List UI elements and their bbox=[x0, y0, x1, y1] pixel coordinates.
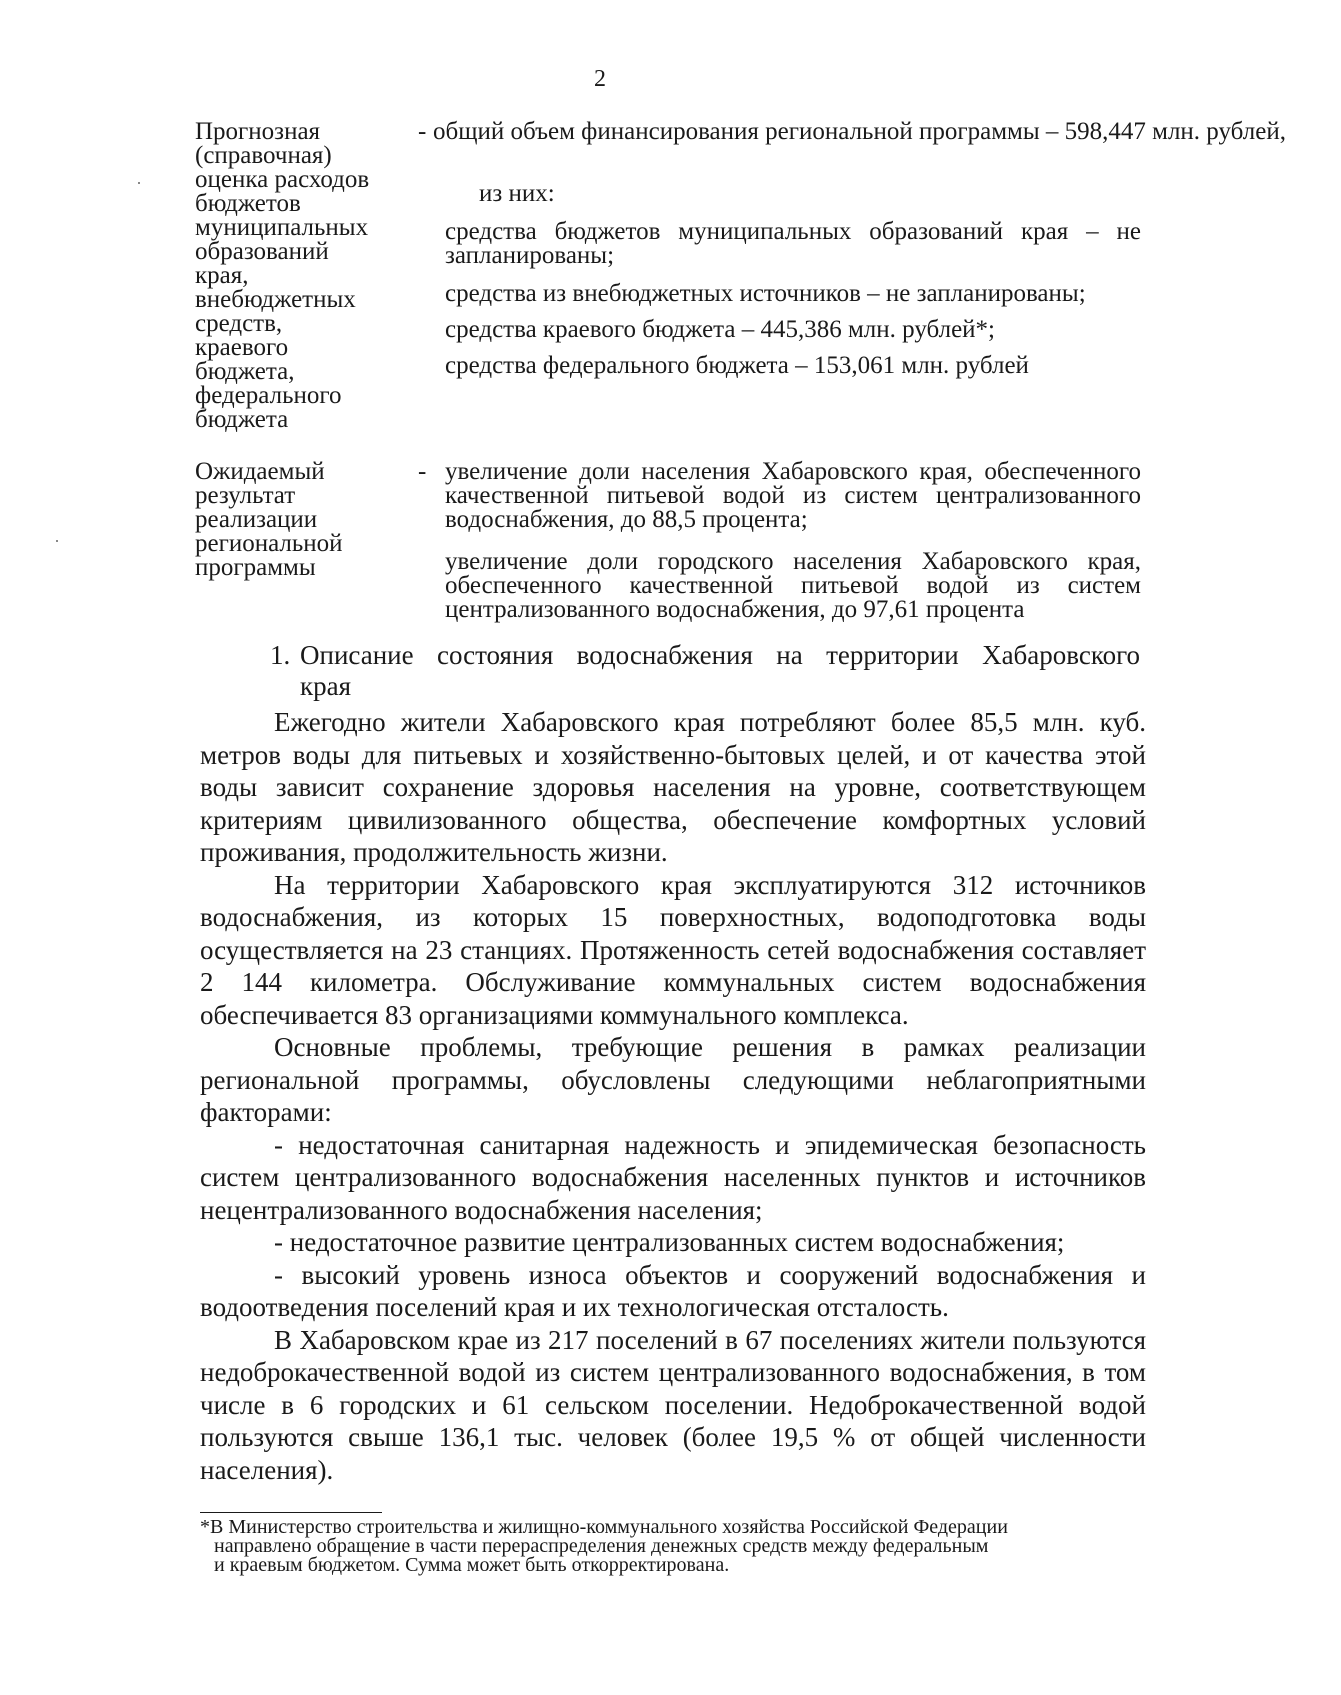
paragraph-poor-quality: В Хабаровском крае из 217 поселений в 67 поселениях жители пользуются недоброкачественной водой из систем централизованного водоснабжения, в том числе в 6 городских и 61 сельском поселении. Недоброкачественной водой пользуются свыше 136,1 тыс. человек (более 19,5 % от общей численности населения). bbox=[200, 1324, 1146, 1485]
results-label: Ожидаемый результат реализации региональной программы bbox=[195, 458, 343, 581]
funding-dash: - bbox=[418, 118, 427, 145]
paragraph-consumption: Ежегодно жители Хабаровского края потребляют более 85,5 млн. куб. метров воды для питьевых и хозяйственно-бытовых целей, и от качества этой воды зависит сохранение здоровья населения на уровне, соответствующем критериям цивилизованного общества, обеспечение комфортных условий проживания, продолжительность жизни. bbox=[200, 707, 1146, 867]
section-heading bbox=[270, 640, 1146, 702]
results-dash: - bbox=[418, 458, 427, 485]
paragraph-sources: На территории Хабаровского края эксплуатируются 312 источников водоснабжения, из которых 15 поверхностных, водоподготовка воды осуществляется на 23 станциях. Протяженность сетей водоснабжения составляет 2 144 километра. Обслуживание коммунальных систем водоснабжения обеспечивается 83 организациями коммунального комплекса. bbox=[200, 869, 1146, 1030]
passport-row-funding bbox=[195, 118, 1286, 433]
funding-federal: средства федерального бюджета – 153,061 млн. рублей bbox=[445, 352, 1029, 379]
results-item-1: увеличение доли населения Хабаровского края, обеспеченного качественной питьевой водой из систем централизованного водоснабжения, до 88,5 процента; bbox=[445, 458, 1141, 533]
paragraph-problem-3: - высокий уровень износа объектов и сооружений водоснабжения и водоотведения поселений края и их технологическая отсталость. bbox=[200, 1259, 1146, 1322]
funding-extrabudgetary: средства из внебюджетных источников – не запланированы; bbox=[445, 280, 1086, 307]
section-title: Описание состояния водоснабжения на территории Хабаровского края bbox=[300, 640, 1140, 701]
body-text bbox=[200, 706, 1146, 1486]
footnote-divider bbox=[200, 1512, 382, 1513]
footnote-line-1: *В Министерство строительства и жилищно-коммунального хозяйства Российской Федерации bbox=[200, 1516, 1008, 1538]
funding-regional: средства краевого бюджета – 445,386 млн. рублей*; bbox=[445, 316, 995, 343]
passport-row-results bbox=[195, 458, 1155, 623]
funding-of-them: из них: bbox=[479, 180, 555, 207]
funding-breakdown bbox=[445, 182, 1141, 378]
page-number: 2 bbox=[594, 66, 606, 92]
paragraph-problem-2: - недостаточное развитие централизованных систем водоснабжения; bbox=[274, 1227, 1065, 1257]
funding-municipal: средства бюджетов муниципальных образований края – не запланированы; bbox=[445, 218, 1141, 269]
footnote-line-3: и краевым бюджетом. Сумма может быть откорректирована. bbox=[214, 1554, 730, 1576]
scan-speck bbox=[138, 182, 140, 184]
footnote bbox=[200, 1518, 1146, 1575]
footnote-line-2: направлено обращение в части перераспределения денежных средств между федеральным bbox=[214, 1535, 989, 1557]
section-number: 1. bbox=[270, 640, 291, 670]
paragraph-problems: Основные проблемы, требующие решения в рамках реализации региональной программы, обусловлены следующими неблагоприятными факторами: bbox=[200, 1032, 1146, 1127]
scan-speck bbox=[56, 540, 58, 542]
funding-content bbox=[433, 120, 1341, 154]
paragraph-problem-1: - недостаточная санитарная надежность и эпидемическая безопасность систем централизованного водоснабжения населенных пунктов и источников нецентрализованного водоснабжения населения; bbox=[200, 1129, 1146, 1225]
results-item-2: увеличение доли городского населения Хабаровского края, обеспеченного качественной питьевой водой из систем централизованного водоснабжения, до 97,61 процента bbox=[445, 548, 1141, 623]
funding-total: общий объем финансирования региональной программы – 598,447 млн. рублей, bbox=[433, 118, 1286, 145]
results-content bbox=[445, 460, 1141, 622]
funding-label: Прогнозная (справочная) оценка расходов бюджетов муниципальных образований края, внебюджетных средств, краевого бюджета, федерального бюджета bbox=[195, 118, 370, 433]
